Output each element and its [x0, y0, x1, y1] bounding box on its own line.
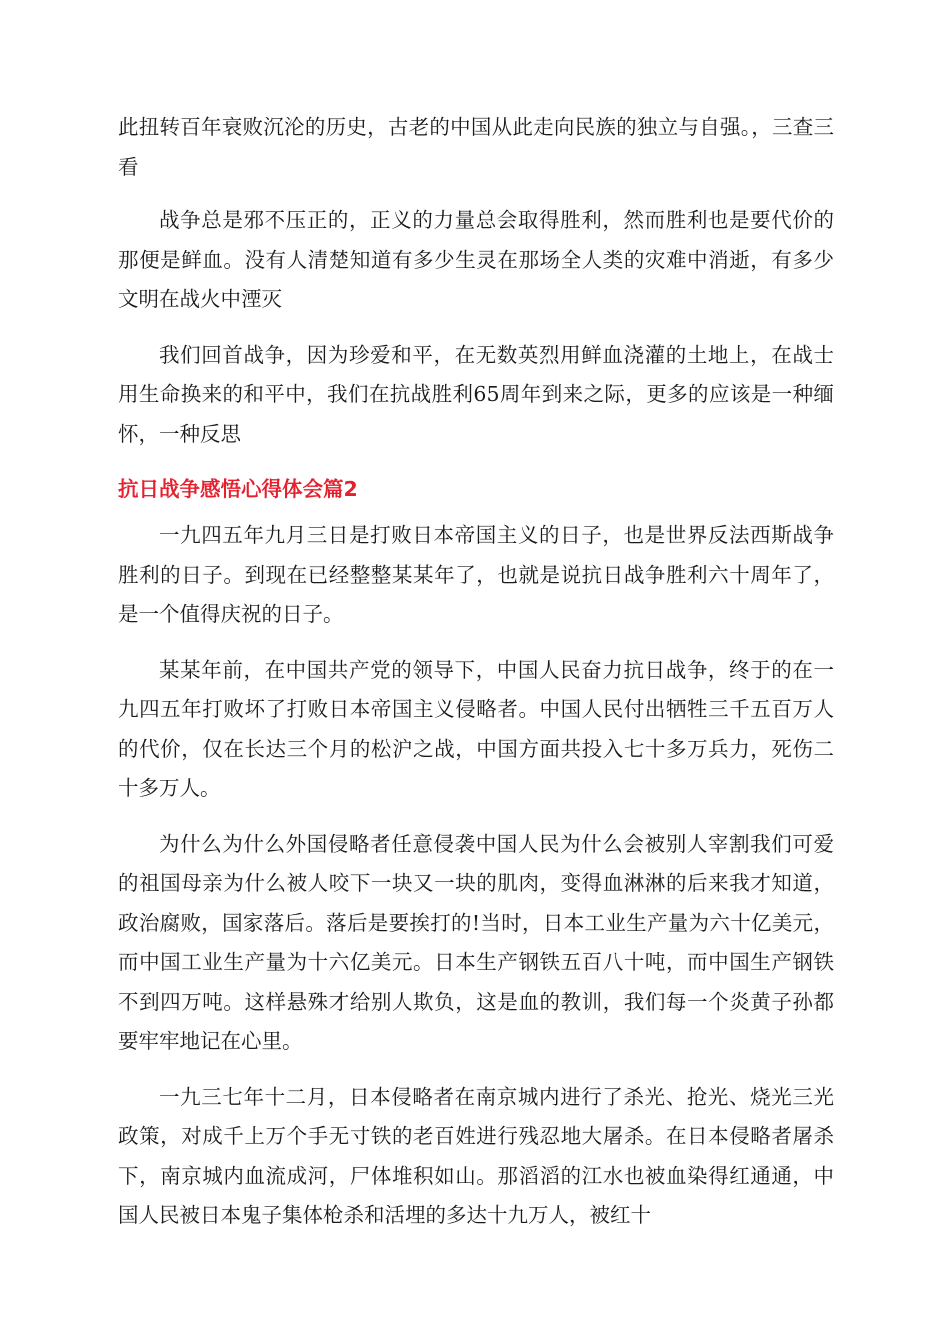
paragraph-victory-cost: 战争总是邪不压正的，正义的力量总会取得胜利，然而胜利也是要代价的那便是鲜血。没有人清楚知道有多少生灵在那场全人类的灾难中消逝，有多少文明在战火中湮灭: [118, 208, 834, 311]
paragraph-remembrance: 我们回首战争，因为珍爱和平，在无数英烈用鲜血浇灌的土地上，在战士用生命换来的和平中，我们在抗战胜利65周年到来之际，更多的应该是一种缅怀，一种反思: [118, 342, 834, 446]
section-heading: 抗日战争感悟心得体会篇2: [118, 477, 358, 501]
document-body: [118, 108, 834, 1252]
paragraph-backwardness: 为什么为什么外国侵略者任意侵袭中国人民为什么会被别人宰割我们可爱的祖国母亲为什么被人咬下一块又一块的肌肉，变得血淋淋的后来我才知道，政治腐败，国家落后。落后是要挨打的!当时，日本工业生产量为六十亿美元，而中国工业生产量为十六亿美元。日本生产钢铁五百八十吨，而中国生产钢铁不到四万吨。这样悬殊才给别人欺负，这是血的教训，我们每一个炎黄子孙都要牢牢地记在心里。: [118, 831, 834, 1053]
paragraph-war-history: 某某年前，在中国共产党的领导下，中国人民奋力抗日战争，终于的在一九四五年打败坏了打败日本帝国主义侵略者。中国人民付出牺牲三千五百万人的代价，仅在长达三个月的松沪之战，中国方面共投入七十多万兵力，死伤二十多万人。: [118, 657, 834, 800]
paragraph-nanjing: 一九三七年十二月，日本侵略者在南京城内进行了杀光、抢光、烧光三光政策，对成千上万个手无寸铁的老百姓进行残忍地大屠杀。在日本侵略者屠杀下，南京城内血流成河，尸体堆积如山。那滔滔的江水也被血染得红通通，中国人民被日本鬼子集体枪杀和活埋的多达十九万人，被红十: [118, 1084, 834, 1227]
paragraph-victory-day: 一九四五年九月三日是打败日本帝国主义的日子，也是世界反法西斯战争胜利的日子。到现在已经整整某某年了，也就是说抗日战争胜利六十周年了，是一个值得庆祝的日子。: [118, 523, 834, 626]
paragraph-continued: 此扭转百年衰败沉沦的历史，古老的中国从此走向民族的独立与自强。，三查三看: [118, 115, 834, 179]
